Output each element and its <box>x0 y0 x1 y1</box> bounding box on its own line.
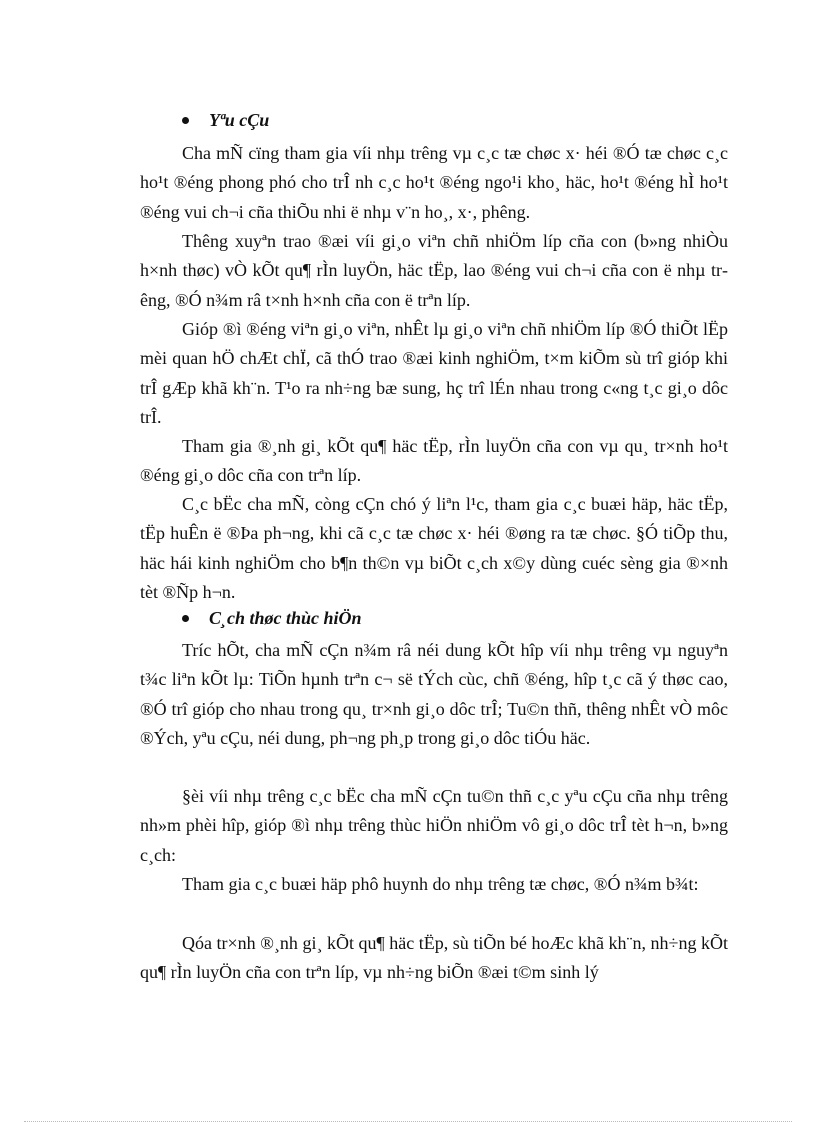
paragraph: Tham gia c¸c buæi häp phô huynh do nhµ trêng tæ chøc, ®Ó n¾m b¾t: <box>182 874 699 894</box>
page-bottom-divider <box>24 1121 792 1122</box>
paragraph: Cha mÑ cïng tham gia víi nhµ trêng vµ c¸c tæ chøc x· héi ®Ó tæ chøc c¸c ho¹t ®éng phong phó cho trÎ nh c¸c ho¹t ®éng ngo¹i kho¸ häc, ho¹t ®éng hÌ ho¹t ®éng vui ch¬i cña thiÕu nhi ë nhµ v¨n ho¸, x·, phêng. <box>140 143 728 222</box>
section-heading-text: Yªu cÇu <box>209 110 270 130</box>
paragraph: C¸c bËc cha mÑ, còng cÇn chó ý liªn l¹c, tham gia c¸c buæi häp, häc tËp, tËp huÊn ë ®Þa ph¬ng, khi cã c¸c tæ chøc x· héi ®øng ra tæ chøc. §Ó tiÕp thu, häc hái kinh nghiÖm cho b¶n th©n vµ biÕt c¸ch x©y dùng cuéc sèng gia ®×nh tèt ®Ñp h¬n. <box>140 494 728 603</box>
paragraph: Qóa tr×nh ®¸nh gi¸ kÕt qu¶ häc tËp, sù tiÕn bé hoÆc khã kh¨n, nh÷ng kÕt qu¶ rÌn luyÖn cña con trªn líp, vµ nh÷ng biÕn ®æi t©m sinh lý <box>140 933 728 983</box>
paragraph: Tríc hÕt, cha mÑ cÇn n¾m râ néi dung kÕt hîp víi nhµ trêng vµ nguyªn t¾c liªn kÕt lµ: TiÕn hµnh trªn c¬ së tÝch cùc, chñ ®éng, hîp t¸c cã ý thøc cao, ®Ó trî gióp cho nhau trong qu¸ tr×nh gi¸o dôc trÎ; Tu©n thñ, thêng nhÊt vÒ môc ®Ých, yªu cÇu, néi dung, ph¬ng ph¸p trong gi¸o dôc tiÓu häc. <box>140 640 728 749</box>
bullet-icon <box>182 615 189 622</box>
section-heading-text: C¸ch thøc thùc hiÖn <box>209 608 362 628</box>
paragraph: Gióp ®ì ®éng viªn gi¸o viªn, nhÊt lµ gi¸o viªn chñ nhiÖm líp ®Ó thiÕt lËp mèi quan hÖ chÆt chÏ, cã thÓ trao ®æi kinh nghiÖm, t×m kiÕm sù trî gióp khi trÎ gÆp khã kh¨n. T¹o ra nh÷ng bæ sung, hç trî lÉn nhau trong c«ng t¸c gi¸o dôc trÎ. <box>140 319 728 428</box>
paragraph: §èi víi nhµ trêng c¸c bËc cha mÑ cÇn tu©n thñ c¸c yªu cÇu cña nhµ trêng nh»m phèi hîp, gióp ®ì nhµ trêng thùc hiÖn nhiÖm vô gi¸o dôc trÎ tèt h¬n, b»ng c¸ch: <box>140 786 728 865</box>
bullet-icon <box>182 117 189 124</box>
section-heading-methods <box>182 608 362 629</box>
section-heading-requirements <box>182 110 269 131</box>
paragraph: Tham gia ®¸nh gi¸ kÕt qu¶ häc tËp, rÌn luyÖn cña con vµ qu¸ tr×nh ho¹t ®éng gi¸o dôc cña con trªn líp. <box>140 436 728 486</box>
paragraph: Thêng xuyªn trao ®æi víi gi¸o viªn chñ nhiÖm líp cña con (b»ng nhiÒu h×nh thøc) vÒ kÕt qu¶ rÌn luyÖn, häc tËp, lao ®éng vui ch¬i cña con ë nhµ trêng, ®Ó n¾m râ t×nh h×nh cña con ë trªn líp. <box>140 231 728 310</box>
